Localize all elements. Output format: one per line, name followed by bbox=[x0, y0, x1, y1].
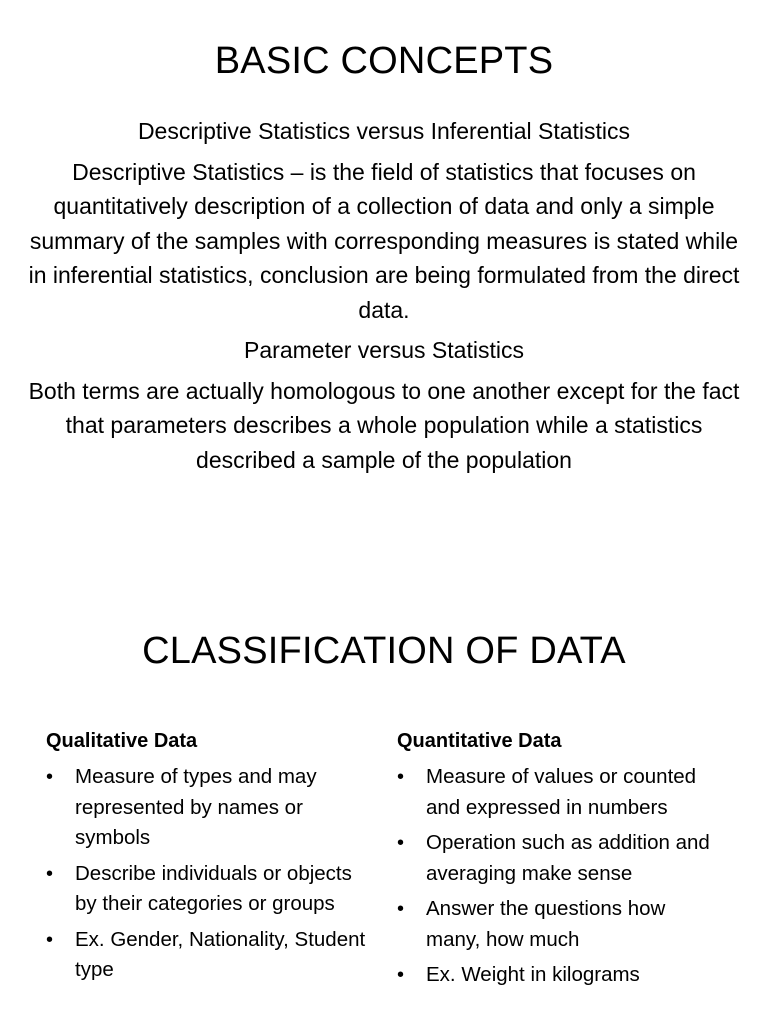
bullet-icon: • bbox=[397, 898, 405, 920]
bullet-icon: • bbox=[46, 928, 54, 951]
slide-title: CLASSIFICATION OF DATA bbox=[142, 630, 626, 672]
list-item-text: Ex. Weight in kilograms bbox=[426, 963, 640, 986]
quantitative-column bbox=[397, 728, 717, 996]
subheading-descriptive-vs-inferential: Descriptive Statistics versus Inferential Statistics bbox=[137, 118, 631, 144]
column-heading: Quantitative Data bbox=[397, 730, 562, 752]
subheading-parameter-vs-statistics: Parameter versus Statistics bbox=[244, 337, 524, 363]
list-item-text: Ex. Gender, Nationality, Student type bbox=[75, 927, 366, 981]
list-item bbox=[397, 894, 717, 955]
bullet-icon: • bbox=[46, 766, 54, 788]
list-item bbox=[46, 859, 366, 920]
bullet-icon: • bbox=[397, 832, 405, 854]
slide-title: BASIC CONCEPTS bbox=[214, 40, 554, 82]
list-item bbox=[46, 762, 366, 854]
slide-body bbox=[22, 114, 746, 483]
column-heading: Qualitative Data bbox=[46, 730, 198, 752]
list-item bbox=[397, 960, 717, 991]
paragraph-descriptive-statistics: Descriptive Statistics – is the field of statistics that focuses on quantitatively description of a collection of data and only a simple summary of the samples with corresponding measures is stated while in inferential statistics, conclusion are being formulated from the direct data. bbox=[28, 158, 740, 323]
bullet-list bbox=[397, 762, 717, 991]
bullet-icon: • bbox=[46, 862, 54, 885]
list-item-text: Answer the questions how many, how much bbox=[426, 897, 666, 951]
paragraph-parameter-statistics: Both terms are actually homologous to one another except for the fact that parameters describes a whole population while a statistics described a sample of the population bbox=[28, 377, 740, 473]
qualitative-column bbox=[46, 728, 366, 991]
list-item bbox=[397, 762, 717, 823]
list-item bbox=[397, 828, 717, 889]
bullet-icon: • bbox=[397, 766, 405, 788]
list-item-text: Describe individuals or objects by their categories or groups bbox=[75, 861, 352, 915]
bullet-icon: • bbox=[397, 964, 405, 986]
bullet-list bbox=[46, 762, 366, 986]
list-item bbox=[46, 925, 366, 986]
list-item-text: Measure of values or counted and expressed in numbers bbox=[426, 765, 697, 819]
list-item-text: Measure of types and may represented by names or symbols bbox=[75, 765, 317, 849]
list-item-text: Operation such as addition and averaging make sense bbox=[426, 831, 710, 885]
